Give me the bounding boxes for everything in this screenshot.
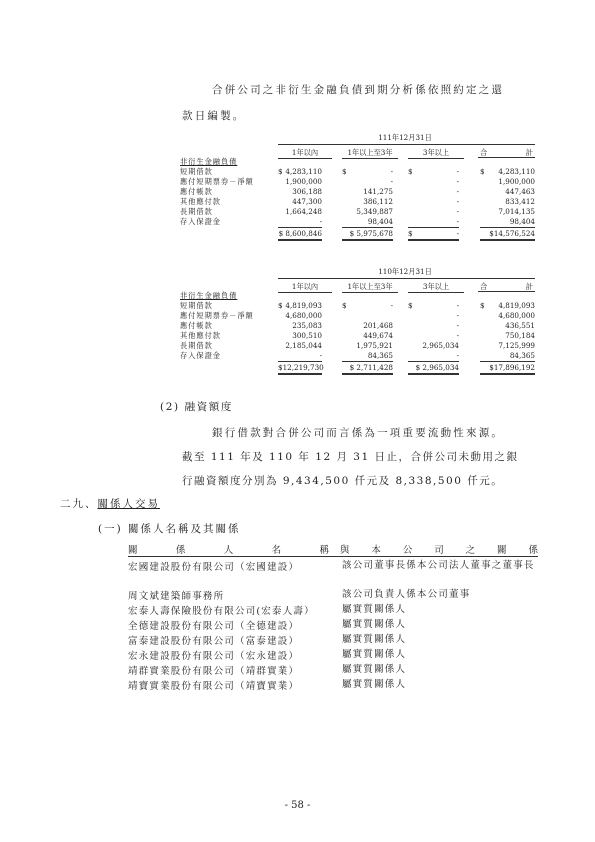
- value-cell: 833,412: [505, 197, 535, 206]
- currency-sign: $: [278, 301, 283, 310]
- col-header: 計: [525, 282, 533, 291]
- party-name: 富泰建設股份有限公司（富泰建設）: [128, 636, 300, 647]
- financing-line-3: 行融資額度分別為 9,434,500 仟元及 8,338,500 仟元。: [182, 475, 504, 487]
- value-cell: 4,819,093: [285, 301, 322, 310]
- col-header: 1年以上至3年: [342, 147, 398, 159]
- header-char: 係: [175, 545, 186, 556]
- table-row: [180, 301, 535, 311]
- period-rule: [278, 144, 535, 145]
- total-row: [180, 229, 535, 239]
- table-row: [180, 351, 535, 361]
- value-cell: 98,404: [342, 217, 393, 228]
- value-cell: -: [408, 217, 459, 228]
- value-cell: -: [390, 301, 393, 310]
- value-cell: 4,680,000: [285, 311, 322, 320]
- header-relationship: [340, 542, 538, 556]
- row-label: 短期借款: [180, 301, 213, 310]
- row-label: 存入保證金: [180, 217, 221, 226]
- total-cell: $ 8,600,846: [278, 229, 322, 241]
- row-label: 應付帳款: [180, 321, 213, 330]
- value-cell: 449,674: [363, 331, 393, 340]
- table-row: [180, 341, 535, 351]
- row-label: 長期借款: [180, 207, 213, 216]
- col-header: 合: [480, 282, 488, 291]
- currency-sign: $: [278, 167, 283, 176]
- row-label: 短期借款: [180, 167, 213, 176]
- party-relationship: 屬實質關係人: [342, 604, 407, 615]
- value-cell: 447,463: [505, 187, 535, 196]
- col-header: 1年以內: [278, 281, 332, 293]
- intro-line-1: 合併公司之非衍生金融負債到期分析係依照約定之還: [212, 84, 505, 96]
- value-cell: -: [456, 207, 459, 216]
- currency-sign: $: [408, 167, 413, 176]
- table-row: [180, 207, 535, 217]
- header-char: 人: [223, 545, 234, 556]
- value-cell: 750,184: [505, 331, 535, 340]
- row-label: 應付短期票券－淨額: [180, 177, 254, 186]
- header-char: 之: [465, 545, 476, 556]
- currency-sign: $: [408, 301, 413, 310]
- value-cell: -: [278, 351, 322, 362]
- value-cell: 84,365: [342, 351, 393, 362]
- section-row: [180, 157, 535, 167]
- row-label: 應付短期票券－淨額: [180, 311, 254, 320]
- financing-line-2: 截至 111 年及 110 年 12 月 31 日止，合併公司未動用之銀: [182, 451, 519, 463]
- section-number: 二九、: [60, 498, 98, 510]
- value-cell: -: [456, 177, 459, 186]
- party-name: 靖寶實業股份有限公司（靖寶實業）: [128, 681, 300, 692]
- value-cell: 235,083: [292, 321, 322, 330]
- value-cell: 306,188: [292, 187, 322, 196]
- value-cell: 2,965,034: [422, 341, 459, 350]
- currency-sign: $: [408, 229, 413, 238]
- party-name: 宏國建設股份有限公司（宏國建設）: [128, 562, 300, 573]
- value-cell: 4,680,000: [498, 311, 535, 320]
- row-label: 其他應付款: [180, 331, 221, 340]
- row-label: 其他應付款: [180, 197, 221, 206]
- currency-sign: $: [342, 301, 347, 310]
- value-cell: 1,900,000: [285, 177, 322, 186]
- header-char: 關: [497, 545, 507, 556]
- col-header: 3年以上: [408, 281, 464, 293]
- col-header: 合: [480, 148, 488, 157]
- col-header: 1年以內: [278, 147, 332, 159]
- value-cell: -: [456, 197, 459, 206]
- table-row: [180, 331, 535, 341]
- section-label: 非衍生金融負債: [180, 157, 238, 166]
- header-char: 稱: [319, 545, 329, 556]
- header-char: 司: [434, 545, 444, 556]
- party-relationship: 屬實質關係人: [342, 679, 407, 690]
- intro-line-2: 款日編製。: [182, 110, 246, 122]
- page-number: - 58 -: [284, 800, 311, 811]
- table-row: [180, 187, 535, 197]
- value-cell: -: [456, 301, 459, 310]
- value-cell: -: [390, 167, 393, 176]
- section-title: 關係人交易: [97, 498, 160, 510]
- value-cell: 98,404: [480, 217, 535, 228]
- section-label: 非衍生金融負債: [180, 291, 238, 300]
- total-cell: -: [408, 229, 459, 241]
- table-row: [180, 177, 535, 187]
- header-char: 關: [128, 545, 138, 556]
- party-name: 周文斌建築師事務所: [128, 591, 225, 602]
- row-label: 存入保證金: [180, 351, 221, 360]
- sub-heading: (一) 關係人名稱及其關係: [98, 523, 241, 535]
- table-period: 111年12月31日: [378, 133, 432, 142]
- section-heading: [60, 496, 160, 511]
- row-label: 應付帳款: [180, 187, 213, 196]
- value-cell: -: [390, 177, 393, 186]
- total-row: [180, 363, 535, 373]
- col-header: 1年以上至3年: [342, 281, 398, 293]
- currency-sign: $: [342, 167, 347, 176]
- total-cell: $17,896,192: [480, 363, 535, 375]
- total-cell: $ 2,965,034: [408, 363, 459, 375]
- value-cell: 436,551: [505, 321, 535, 330]
- value-cell: 84,365: [480, 351, 535, 362]
- value-cell: 7,014,135: [498, 207, 535, 216]
- header-char: 名: [271, 545, 282, 556]
- header-char: 與: [340, 545, 350, 556]
- currency-sign: $: [480, 167, 485, 176]
- party-relationship: 該公司負責人係本公司董事: [342, 589, 471, 600]
- col-header: 計: [525, 148, 533, 157]
- party-name: 全德建設股份有限公司（全德建設）: [128, 621, 300, 632]
- value-cell: 5,349,887: [356, 207, 393, 216]
- value-cell: -: [278, 217, 322, 228]
- value-cell: 201,468: [363, 321, 393, 330]
- value-cell: 4,819,093: [498, 301, 535, 310]
- value-cell: 386,112: [363, 197, 393, 206]
- value-cell: 4,283,110: [285, 167, 322, 176]
- value-cell: -: [408, 351, 459, 362]
- table-row: [180, 217, 535, 227]
- table-row: [180, 321, 535, 331]
- header-char: 公: [402, 545, 413, 556]
- period-rule: [278, 278, 535, 279]
- party-name: 靖群實業股份有限公司（靖群實業）: [128, 666, 300, 677]
- row-label: 長期借款: [180, 341, 213, 350]
- header-name: [128, 542, 333, 556]
- party-relationship: 屬實質關係人: [342, 634, 407, 645]
- total-cell: $12,219,730: [278, 363, 322, 375]
- party-name: 宏泰人壽保險股份有限公司(宏泰人壽）: [128, 606, 315, 617]
- table-period: 110年12月31日: [378, 267, 432, 276]
- value-cell: 300,510: [292, 331, 322, 340]
- total-cell: $ 5,975,678: [342, 229, 393, 241]
- party-relationship: 屬實質關係人: [342, 649, 407, 660]
- table-row: [180, 167, 535, 177]
- value-cell: -: [456, 331, 459, 340]
- value-cell: 447,300: [292, 197, 322, 206]
- value-cell: 4,283,110: [498, 167, 535, 176]
- value-cell: -: [456, 167, 459, 176]
- value-cell: 141,275: [363, 187, 393, 196]
- total-cell: $14,576,524: [480, 229, 535, 241]
- party-relationship: 屬實質關係人: [342, 664, 407, 675]
- party-name: 宏永建設股份有限公司（宏永建設）: [128, 651, 300, 662]
- value-cell: 7,125,999: [498, 341, 535, 350]
- header-char: 本: [371, 545, 381, 556]
- value-cell: 1,975,921: [356, 341, 393, 350]
- value-cell: -: [456, 187, 459, 196]
- table-row: [180, 197, 535, 207]
- party-relationship: 屬實質關係人: [342, 619, 407, 630]
- value-cell: 1,664,248: [285, 207, 322, 216]
- value-cell: 2,185,044: [285, 341, 322, 350]
- value-cell: -: [456, 311, 459, 320]
- header-char: 係: [528, 545, 538, 556]
- currency-sign: $: [480, 301, 485, 310]
- financing-line-1: 銀行借款對合併公司而言係為一項重要流動性來源。: [212, 427, 505, 439]
- value-cell: 1,900,000: [498, 177, 535, 186]
- total-cell: $ 2,711,428: [342, 363, 393, 375]
- financing-heading: (2) 融資額度: [160, 401, 234, 413]
- party-relationship: 該公司董事長係本公司法人董事之董事長: [342, 560, 535, 571]
- table-row: [180, 311, 535, 321]
- col-header: 3年以上: [408, 147, 464, 159]
- section-row: [180, 291, 535, 301]
- table-header: [128, 542, 538, 557]
- value-cell: -: [456, 321, 459, 330]
